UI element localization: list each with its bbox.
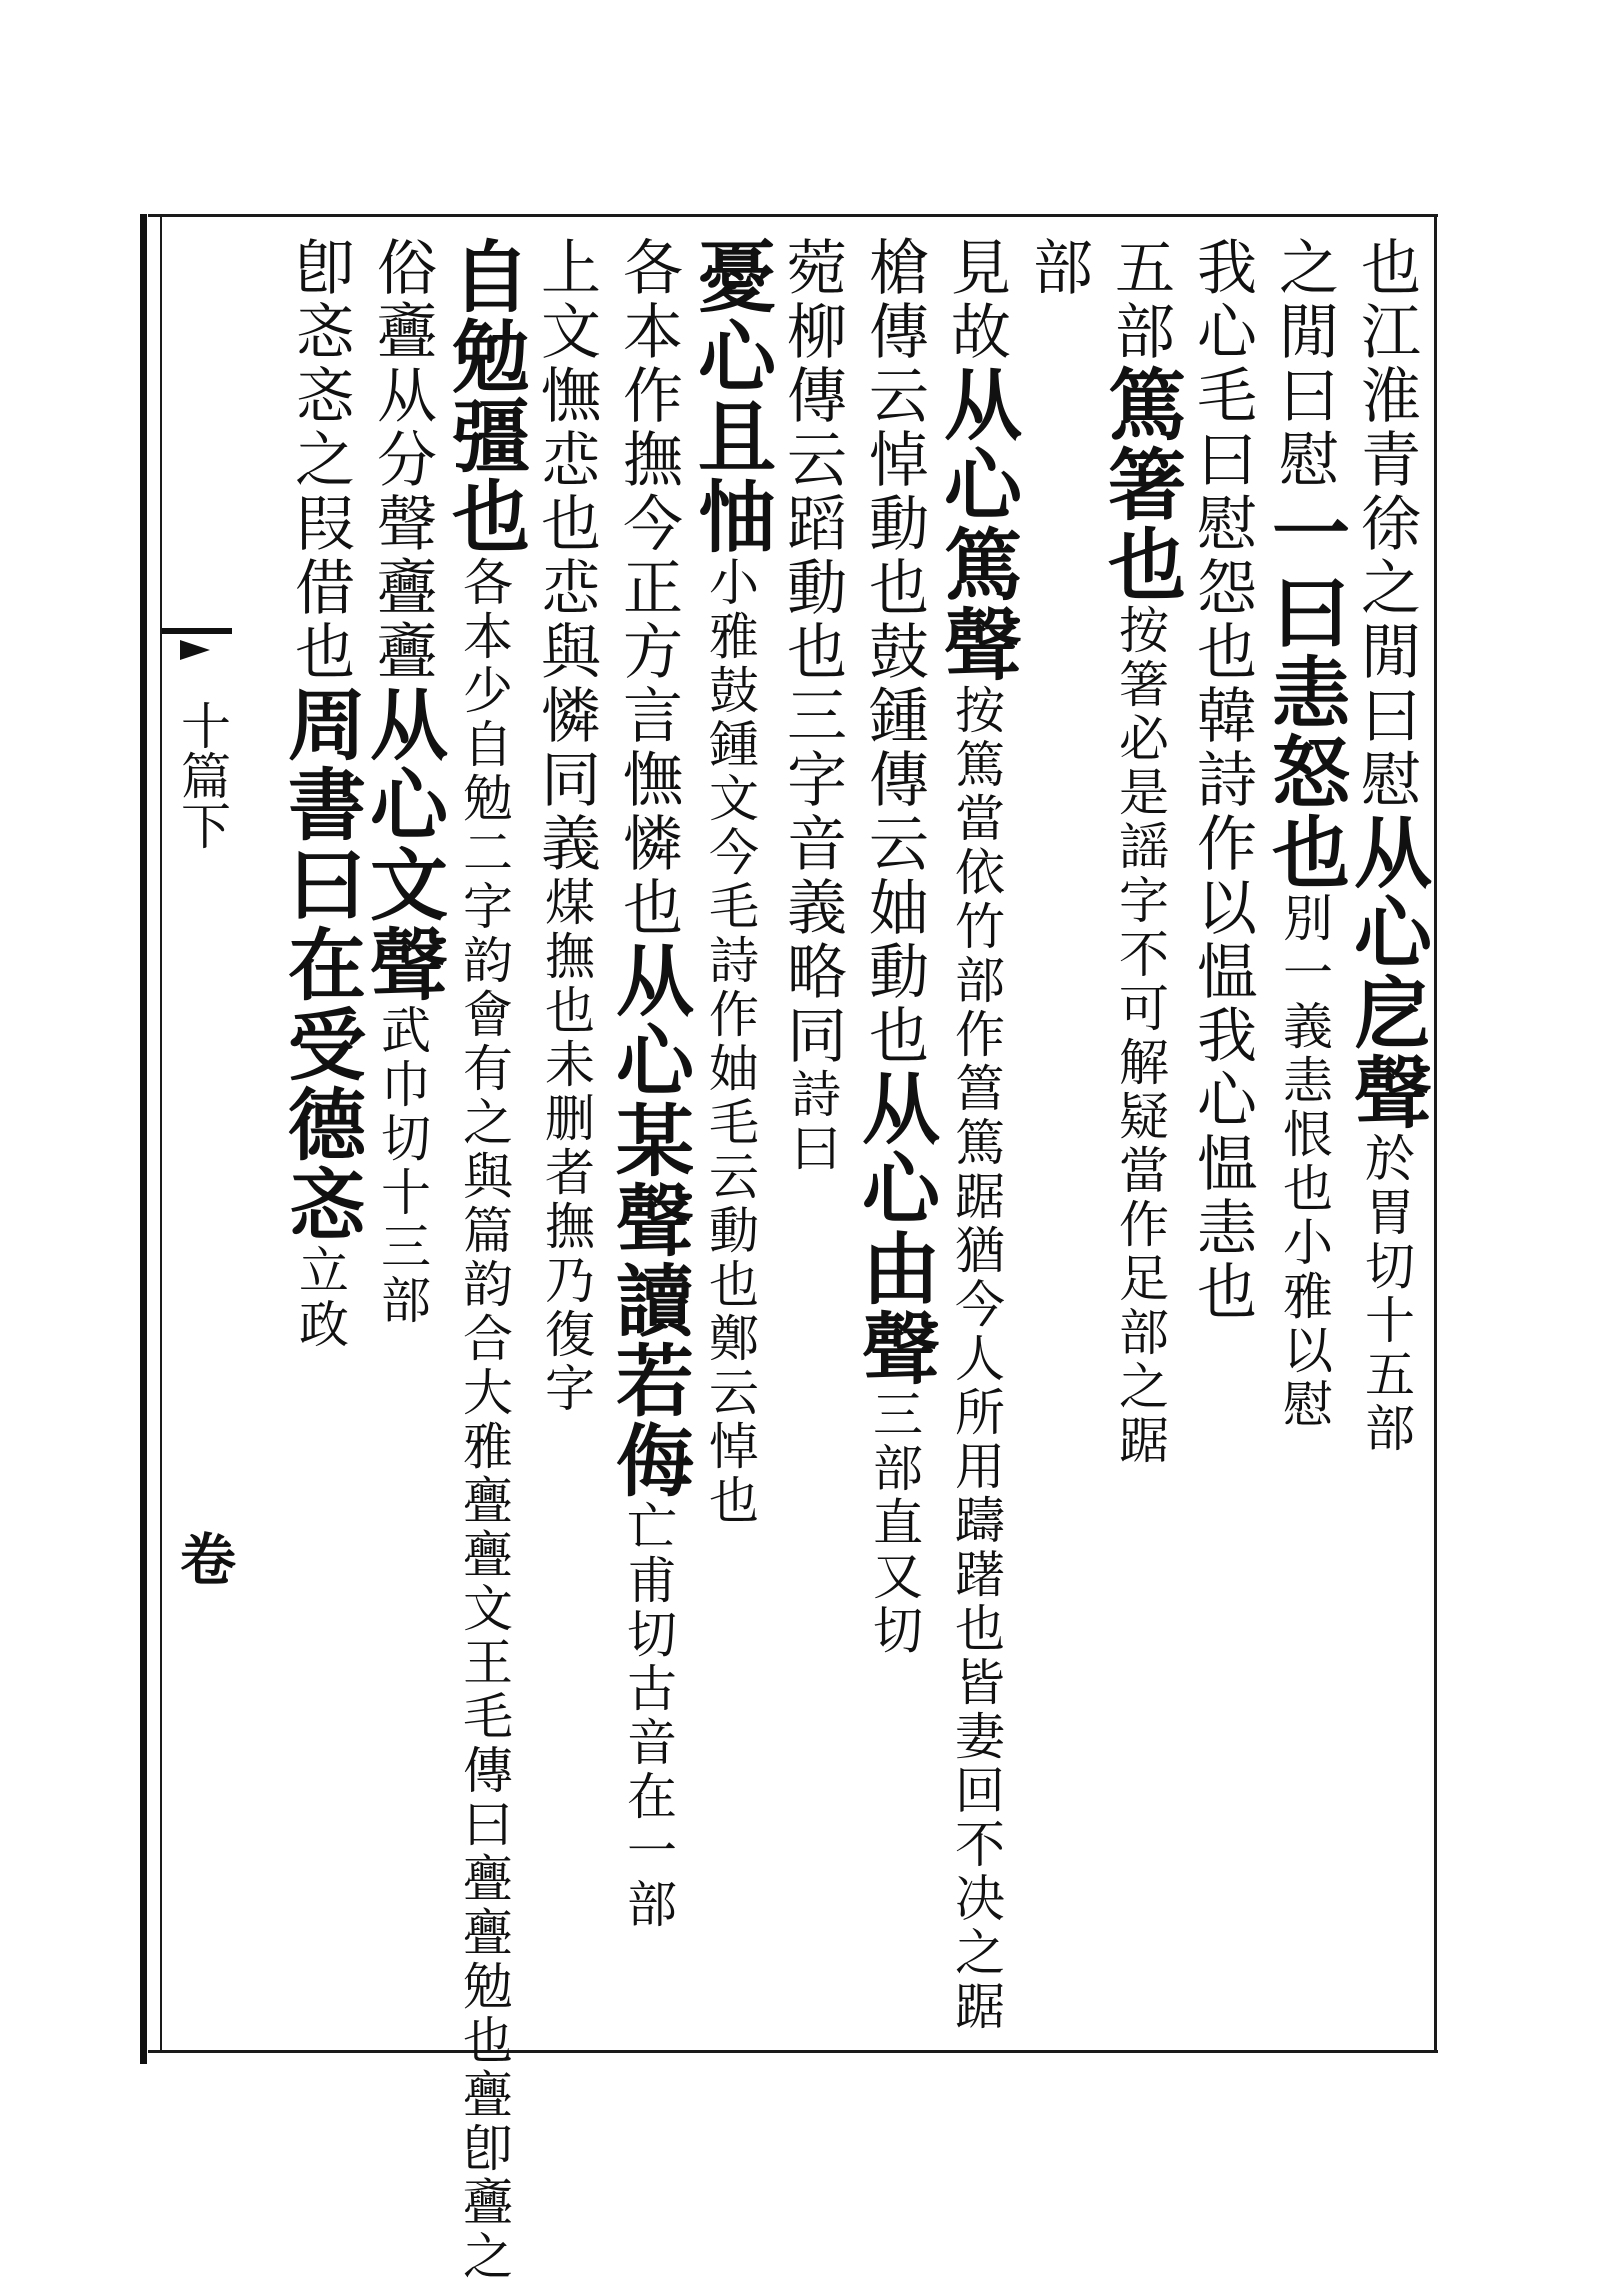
text-column [1023, 236, 1093, 300]
text-column [531, 236, 601, 1416]
commentary-text: 各本少自勉二字韵會有之與篇韵合大雅亹亹文王毛傳曰亹亹勉也亹卽斖之 [455, 556, 513, 2284]
commentary-text: 上文憮怷也怷與憐同義 [531, 236, 601, 876]
commentary-text: 亡甫切古音在一部 [619, 1500, 677, 1932]
main-text: 一曰恚怒也 [1259, 492, 1350, 892]
main-text: 从心篤聲 [931, 364, 1022, 684]
text-column [1259, 236, 1350, 1432]
commentary-text: 按篤當依竹部作䈞篤踞猶今人所用躊躇也皆妻回不决之踞 [947, 684, 1005, 2034]
commentary-text: 見故 [941, 236, 1011, 364]
main-text: 从心戹聲 [1341, 812, 1432, 1132]
commentary-text: 武巾切十三部 [373, 1004, 431, 1328]
main-text: 从心文聲 [357, 684, 448, 1004]
commentary-text: 我心毛曰慰怨也韓詩作以愠我心愠恚也 [1187, 236, 1257, 1324]
commentary-text: 之閒曰慰 [1269, 236, 1339, 492]
commentary-text: 立政 [291, 1244, 349, 1352]
text-column [685, 236, 776, 1528]
commentary-text: 部 [1023, 236, 1093, 300]
frame-top-line [148, 214, 1438, 217]
frame-left-thin-line [160, 214, 162, 2052]
commentary-text: 按箸必是謡字不可解疑當作足部之踞 [1111, 604, 1169, 1468]
main-text: 从心某聲讀若侮 [603, 940, 694, 1500]
commentary-text: 卽忞忞之叚借也 [285, 236, 355, 684]
main-text: 自勉彊也 [439, 236, 530, 556]
commentary-text: 詩曰 [783, 1068, 841, 1176]
text-column [439, 236, 530, 2284]
text-column [849, 236, 940, 1658]
commentary-text: 煤撫也未删者撫乃復字 [537, 876, 595, 1416]
frame-left-thick-line [140, 214, 147, 2064]
text-column [1187, 236, 1257, 1324]
text-column [275, 236, 366, 1352]
main-text: 从心由聲 [849, 1068, 940, 1388]
commentary-text: 各本作撫今正方言憮憐也 [613, 236, 683, 940]
margin-page-number: 卷 [171, 1530, 237, 1586]
commentary-text: 三部直又切 [865, 1388, 923, 1658]
fishtail-marker-icon [180, 640, 210, 660]
main-text: 周書曰在受德忞 [275, 684, 366, 1244]
fishtail-bar [162, 628, 232, 634]
text-column [931, 236, 1022, 2034]
frame-right-line [1434, 214, 1437, 2052]
commentary-text: 菀柳傳云蹈動也三字音義略同 [777, 236, 847, 1068]
frame-bottom-line [148, 2050, 1438, 2053]
commentary-text: 別一義恚恨也小雅以慰 [1275, 892, 1333, 1432]
commentary-text: 五部 [1105, 236, 1175, 364]
text-column [777, 236, 847, 1176]
commentary-text: 也江淮青徐之閒曰慰 [1351, 236, 1421, 812]
text-column [1095, 236, 1186, 1468]
text-column [357, 236, 448, 1328]
commentary-text: 槍傳云悼動也鼓鍾傳云妯動也 [859, 236, 929, 1068]
margin-volume-title: 十篇下 [173, 700, 231, 850]
commentary-text: 俗斖从分聲斖斖 [367, 236, 437, 684]
main-text: 篤箸也 [1095, 364, 1186, 604]
commentary-text: 小雅鼓鍾文今毛詩作妯毛云動也鄭云悼也 [701, 556, 759, 1528]
main-text: 憂心且怞 [685, 236, 776, 556]
commentary-text: 於胃切十五部 [1357, 1132, 1415, 1456]
text-column [603, 236, 694, 1932]
text-column [1341, 236, 1432, 1456]
